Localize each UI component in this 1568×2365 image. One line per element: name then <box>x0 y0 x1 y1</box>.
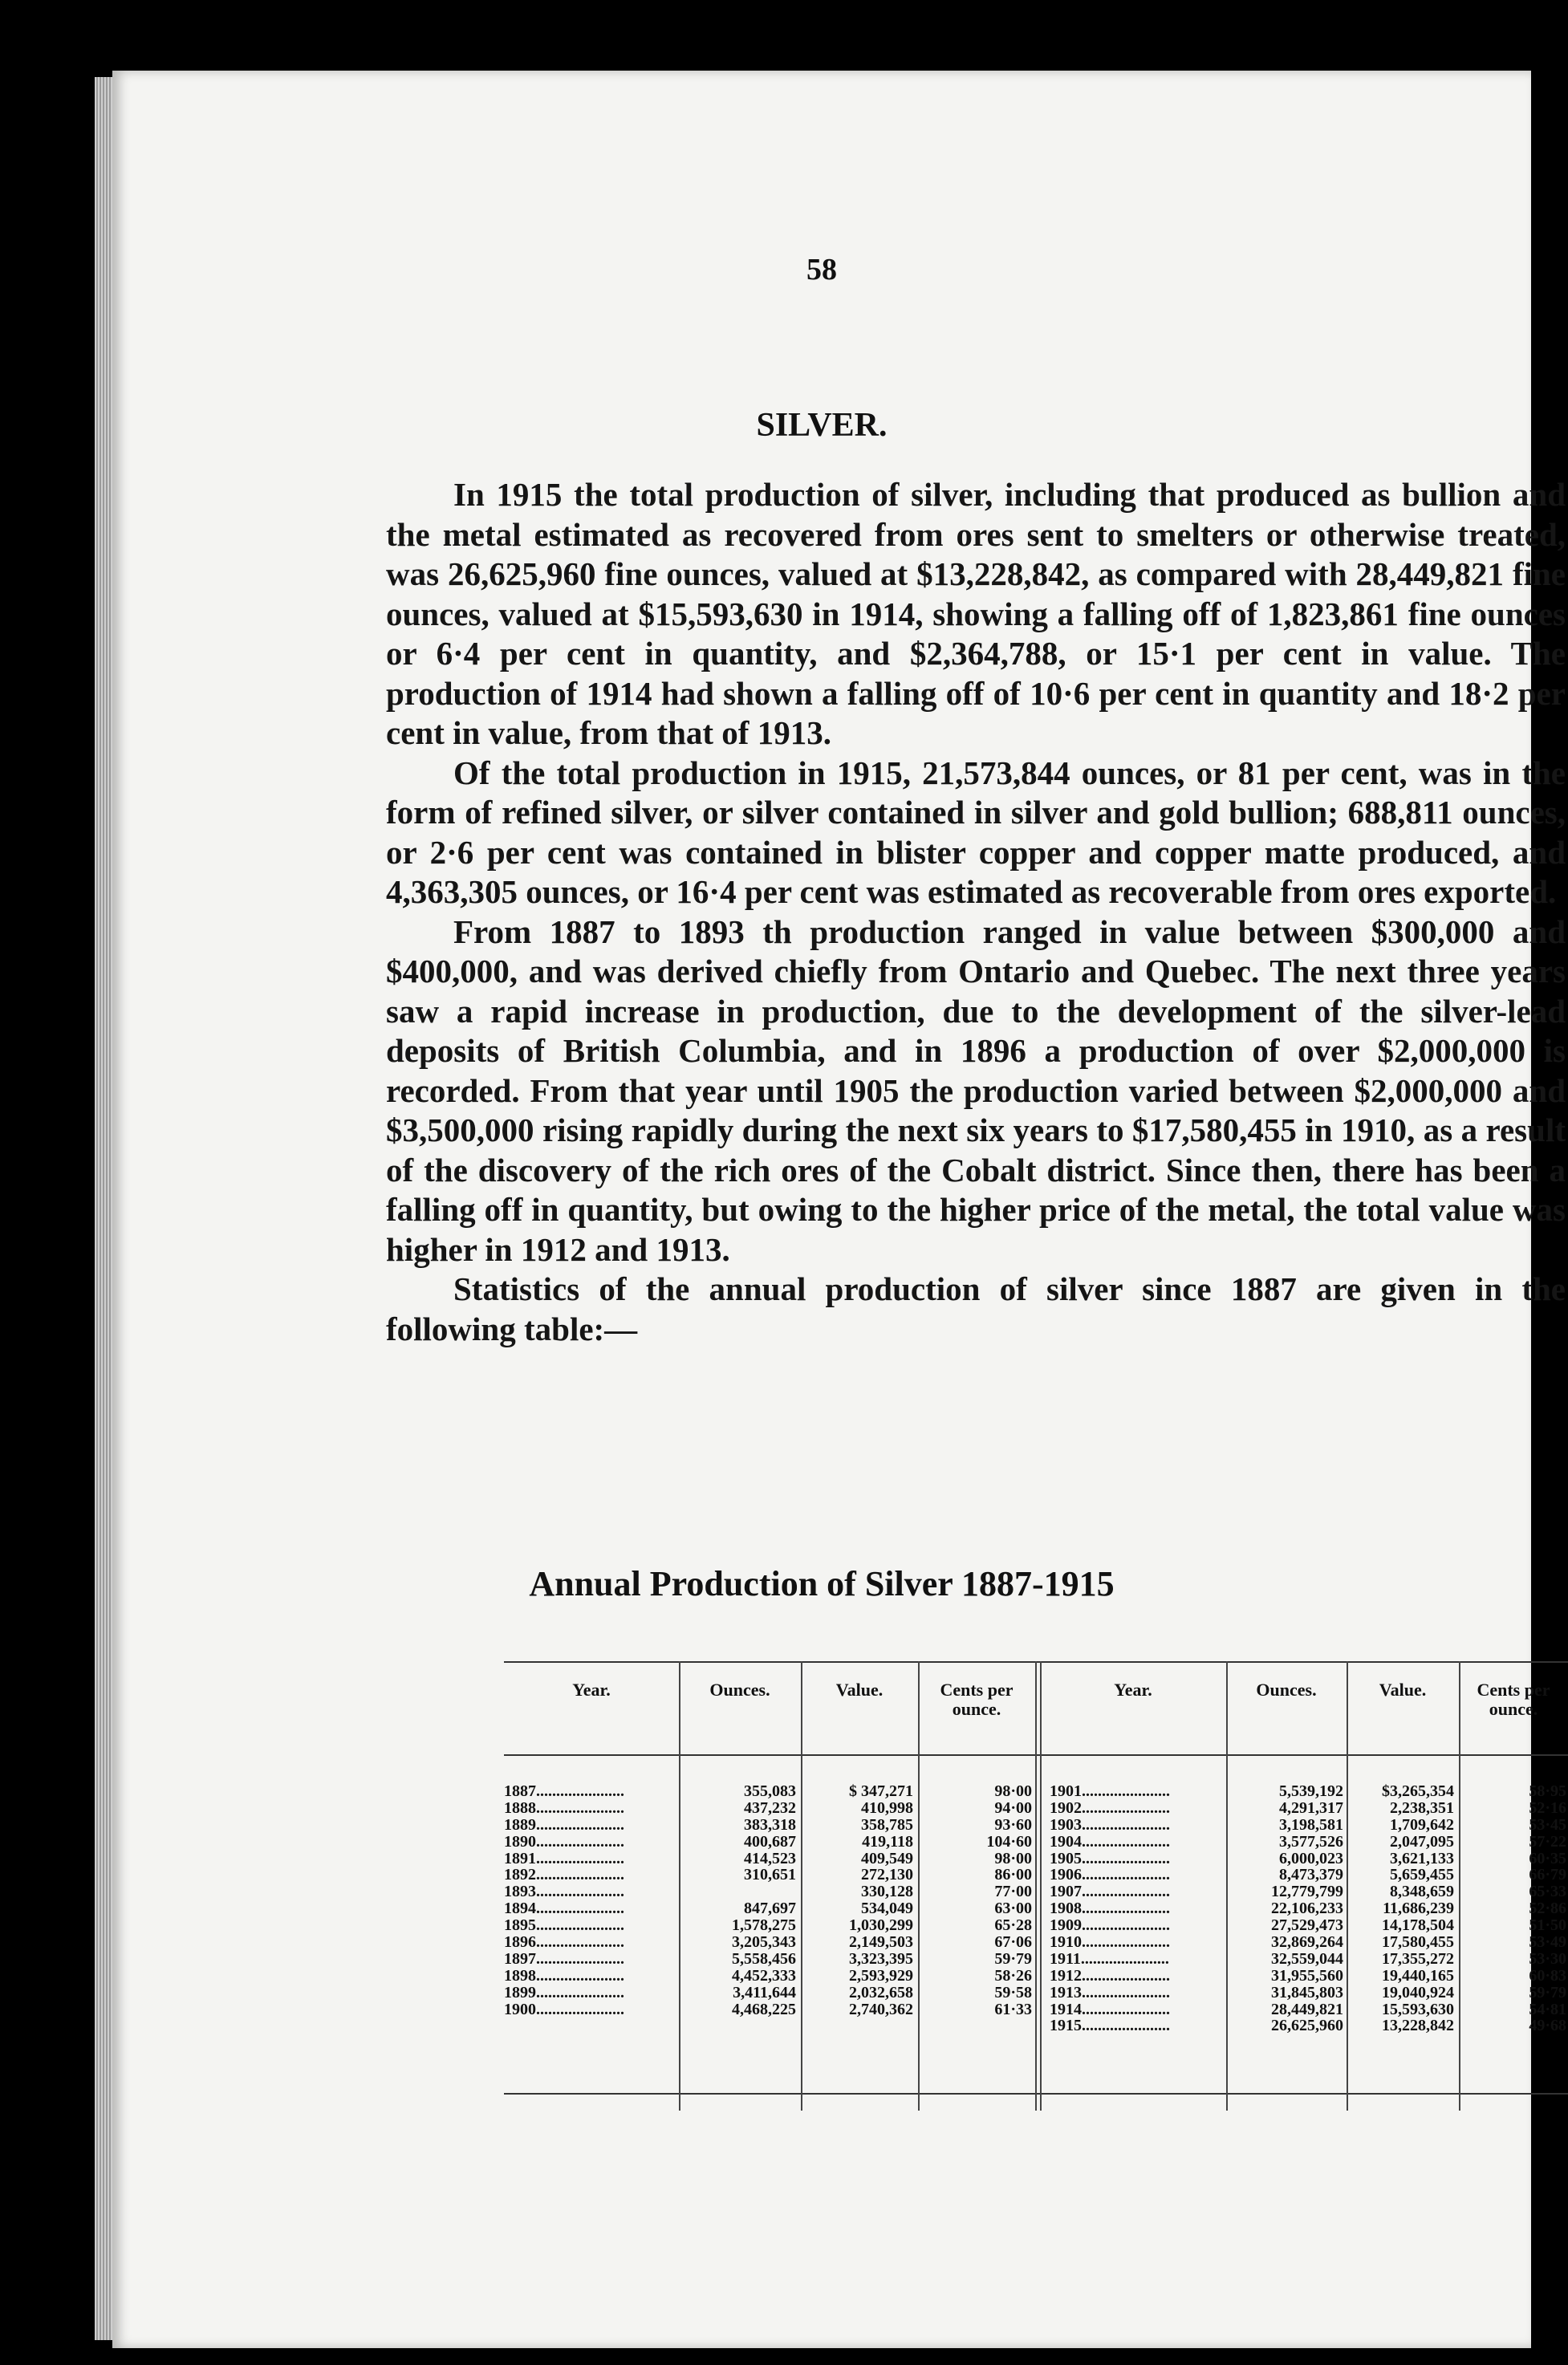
table-cell: 94·00 <box>994 1798 1032 1817</box>
table-cell: 437,232 <box>744 1798 796 1817</box>
header-ounces: Ounces. <box>709 1680 770 1700</box>
table-cell: 59·58 <box>994 1983 1032 2001</box>
left-year-column <box>504 1783 676 2018</box>
table-cell: 1914...................... <box>1050 2000 1170 2018</box>
header-value: Value. <box>1379 1680 1427 1700</box>
right-cents-column <box>1460 1783 1566 2034</box>
paragraph: From 1887 to 1893 th production ranged in value between $300,000 and $400,000, and was derived chiefly from Ontario and Quebec. The next three years saw a rapid increase in production, due to the development of the silver-lead deposits of British Columbia, and in 1896 a production of over $2,000,000 is recorded. From that year until 1905 the production varied between $2,000,000 and $3,500,000 rising rapidly during the next six years to $17,580,455 in 1910, as a result of the discovery of the rich ores of the Cobalt district. Since then, there has been a falling off in quantity, but owing to the higher price of the metal, the total value was higher in 1912 and 1913. <box>386 912 1566 1268</box>
left-cents-column <box>920 1783 1032 2018</box>
table-cell: 1915...................... <box>1050 2017 1170 2035</box>
table-cell: 12,779,799 <box>1271 1883 1343 1901</box>
left-ounces-column <box>680 1783 796 2018</box>
table-cell: 8,348,659 <box>1390 1883 1454 1901</box>
table-cell: 4,468,225 <box>732 2000 796 2018</box>
header-ounces: Ounces. <box>1256 1680 1317 1700</box>
table-cell: 847,697 <box>744 1900 796 1918</box>
table-cell: 59·79 <box>1529 1983 1566 2001</box>
right-ounces-column <box>1228 1783 1343 2034</box>
table-title: Annual Production of Silver 1887-1915 <box>529 1564 1115 1603</box>
left-value-column <box>802 1783 913 2018</box>
table-cell: 1900...................... <box>504 2000 624 2018</box>
header-year: Year. <box>1114 1680 1152 1700</box>
table-cell: 14,178,504 <box>1382 1916 1454 1935</box>
table-cell: 1898...................... <box>504 1966 624 1985</box>
table-cell: 310,651 <box>744 1866 796 1884</box>
table-cell: 6,000,023 <box>1279 1849 1343 1867</box>
table-cell: 1901...................... <box>1050 1782 1170 1800</box>
table-cell: 53·30 <box>1529 1949 1566 1968</box>
right-value-column <box>1348 1783 1454 2034</box>
table-cell: 1,030,299 <box>849 1916 913 1935</box>
table-cell: 17,355,272 <box>1382 1949 1454 1968</box>
table-cell: 4,452,333 <box>732 1966 796 1985</box>
header-year: Year. <box>572 1680 611 1700</box>
table-cell: 65·33 <box>1529 1883 1566 1901</box>
table-cell: 11,686,239 <box>1383 1900 1454 1918</box>
table-cell: 355,083 <box>744 1782 796 1800</box>
table-cell: 1903...................... <box>1050 1815 1170 1834</box>
table-cell: 19,440,165 <box>1382 1966 1454 1985</box>
table-cell: 1890...................... <box>504 1832 624 1851</box>
table-cell: 3,323,395 <box>849 1949 913 1968</box>
table-cell: 98·00 <box>994 1782 1032 1800</box>
table-cell: 49·68 <box>1529 2017 1566 2035</box>
table-cell: 15,593,630 <box>1382 2000 1454 2018</box>
table-cell: 5,558,456 <box>732 1949 796 1968</box>
table-cell: 1887...................... <box>504 1782 624 1800</box>
table-cell: 1889...................... <box>504 1815 624 1834</box>
table-cell: 419,118 <box>862 1832 913 1851</box>
table-cell: 2,593,929 <box>849 1966 913 1985</box>
table-cell: 1,709,642 <box>1390 1815 1454 1834</box>
table-cell: 1899...................... <box>504 1983 624 2001</box>
table-cell: 3,621,133 <box>1390 1849 1454 1867</box>
table-cell: 27,529,473 <box>1271 1916 1343 1935</box>
table-cell: 57·22 <box>1529 1832 1566 1851</box>
table-cell: 66·79 <box>1529 1866 1566 1884</box>
table-cell: 13,228,842 <box>1382 2017 1454 2035</box>
table-cell: 53·49 <box>1529 1933 1566 1952</box>
column-divider <box>1035 1661 1037 2111</box>
table-cell: 1902...................... <box>1050 1798 1170 1817</box>
table-cell: 330,128 <box>861 1883 913 1901</box>
table-cell: 67·06 <box>994 1933 1032 1952</box>
right-year-column <box>1050 1783 1221 2034</box>
table-cell: 1895...................... <box>504 1916 624 1935</box>
table-cell: 2,740,362 <box>849 2000 913 2018</box>
header-value: Value. <box>835 1680 884 1700</box>
table-cell: 414,523 <box>744 1849 796 1867</box>
table-cell: 26,625,960 <box>1271 2017 1343 2035</box>
table-cell: 8,473,379 <box>1279 1866 1343 1884</box>
header-cents: Cents per ounce. <box>1477 1680 1550 1719</box>
table-cell: 1896...................... <box>504 1933 624 1952</box>
paragraph: Of the total production in 1915, 21,573,844 ounces, or 81 per cent, was in the form of refined silver, or silver contained in silver and gold bullion; 688,811 ounces, or 2·6 per cent was contained in blister copper and copper matte produced, and 4,363,305 ounces, or 16·4 per cent was estimated as recoverable from ores exported. <box>386 754 1566 910</box>
page-number: 58 <box>806 253 837 286</box>
table-cell: 3,411,644 <box>733 1983 796 2001</box>
table-cell: $ 347,271 <box>849 1782 913 1800</box>
table-cell: 52·16 <box>1529 1798 1566 1817</box>
table-cell: 1911...................... <box>1050 1949 1169 1968</box>
table-cell: 2,238,351 <box>1390 1798 1454 1817</box>
table-cell: 86·00 <box>994 1866 1032 1884</box>
paragraph: In 1915 the total production of silver, including that produced as bullion and the metal estimated as recovered from ores sent to smelters or otherwise treated, was 26,625,960 fine ounces, valued at $13,228,842, as compared with 28,449,821 fine ounces, valued at $15,593,630 in 1914, showing a falling off of 1,823,861 fine ounces or 6·4 per cent in quantity, and $2,364,788, or 15·1 per cent in value. The production of 1914 had shown a falling off of 10·6 per cent in quantity and 18·2 per cent in value, from that of 1913. <box>386 476 1566 751</box>
table-cell: 3,577,526 <box>1279 1832 1343 1851</box>
table-cell: 65·28 <box>994 1916 1032 1935</box>
table-cell: 1893...................... <box>504 1883 624 1901</box>
table-cell: 3,198,581 <box>1279 1815 1343 1834</box>
table-cell: 2,032,658 <box>849 1983 913 2001</box>
table-cell: 31,845,803 <box>1271 1983 1343 2001</box>
section-title: SILVER. <box>756 407 888 444</box>
table-cell: 5,659,455 <box>1390 1866 1454 1884</box>
table-cell: 60·83 <box>1529 1966 1566 1985</box>
table-cell: 1888...................... <box>504 1798 624 1817</box>
table-cell <box>680 1883 796 1900</box>
table-cell: 58·26 <box>994 1966 1032 1985</box>
table-cell: 54·81 <box>1529 2000 1566 2018</box>
column-divider <box>1040 1661 1042 2111</box>
table-cell: 534,049 <box>861 1900 913 1918</box>
table-cell: 93·60 <box>994 1815 1032 1834</box>
production-table <box>504 1653 1568 2247</box>
table-cell: 1897...................... <box>504 1949 624 1968</box>
body-text <box>386 475 1566 1349</box>
table-cell: 2,149,503 <box>849 1933 913 1952</box>
table-cell: 61·33 <box>994 2000 1032 2018</box>
table-cell: 28,449,821 <box>1271 2000 1343 2018</box>
table-cell: 358,785 <box>861 1815 913 1834</box>
table-cell: 3,205,343 <box>732 1933 796 1952</box>
table-cell: 52·86 <box>1529 1900 1566 1918</box>
table-cell: 77·00 <box>994 1883 1032 1901</box>
table-cell: 1891...................... <box>504 1849 624 1867</box>
table-cell: 22,106,233 <box>1271 1900 1343 1918</box>
table-cell: 1892...................... <box>504 1866 624 1884</box>
table-cell: 104·60 <box>986 1832 1032 1851</box>
table-cell: 409,549 <box>861 1849 913 1867</box>
table-cell: 1904...................... <box>1050 1832 1170 1851</box>
table-cell: 1908...................... <box>1050 1900 1170 1918</box>
table-cell: 383,318 <box>744 1815 796 1834</box>
table-cell: 32,559,044 <box>1271 1949 1343 1968</box>
table-cell: 2,047,095 <box>1390 1832 1454 1851</box>
paragraph: Statistics of the annual production of silver since 1887 are given in the following table:— <box>386 1270 1566 1347</box>
table-cell: 59·79 <box>994 1949 1032 1968</box>
table-cell: 60·35 <box>1529 1849 1566 1867</box>
table-cell: 1907...................... <box>1050 1883 1170 1901</box>
table-cell: $3,265,354 <box>1382 1782 1454 1800</box>
table-cell: 1906...................... <box>1050 1866 1170 1884</box>
table-cell: 1909...................... <box>1050 1916 1170 1935</box>
table-cell: 17,580,455 <box>1382 1933 1454 1952</box>
table-cell: 1,578,275 <box>732 1916 796 1935</box>
table-cell: 32,869,264 <box>1271 1933 1343 1952</box>
book-page <box>112 71 1566 2348</box>
table-cell: 19,040,924 <box>1382 1983 1454 2001</box>
table-cell: 4,291,317 <box>1279 1798 1343 1817</box>
table-cell: 1913...................... <box>1050 1983 1170 2001</box>
table-cell: 1912...................... <box>1050 1966 1170 1985</box>
table-cell: 58·95 <box>1529 1782 1566 1800</box>
table-cell: 1910...................... <box>1050 1933 1170 1952</box>
header-cents: Cents per ounce. <box>940 1680 1014 1719</box>
table-cell: 98·00 <box>994 1849 1032 1867</box>
table-cell: 1894...................... <box>504 1900 624 1918</box>
table-cell: 400,687 <box>744 1832 796 1851</box>
table-cell: 5,539,192 <box>1279 1782 1343 1800</box>
table-cell: 31,955,560 <box>1271 1966 1343 1985</box>
table-cell: 53·45 <box>1529 1815 1566 1834</box>
table-cell: 63·00 <box>994 1900 1032 1918</box>
table-cell: 51·50 <box>1529 1916 1566 1935</box>
table-cell: 272,130 <box>861 1866 913 1884</box>
table-cell: 1905...................... <box>1050 1849 1170 1867</box>
table-cell: 410,998 <box>861 1798 913 1817</box>
